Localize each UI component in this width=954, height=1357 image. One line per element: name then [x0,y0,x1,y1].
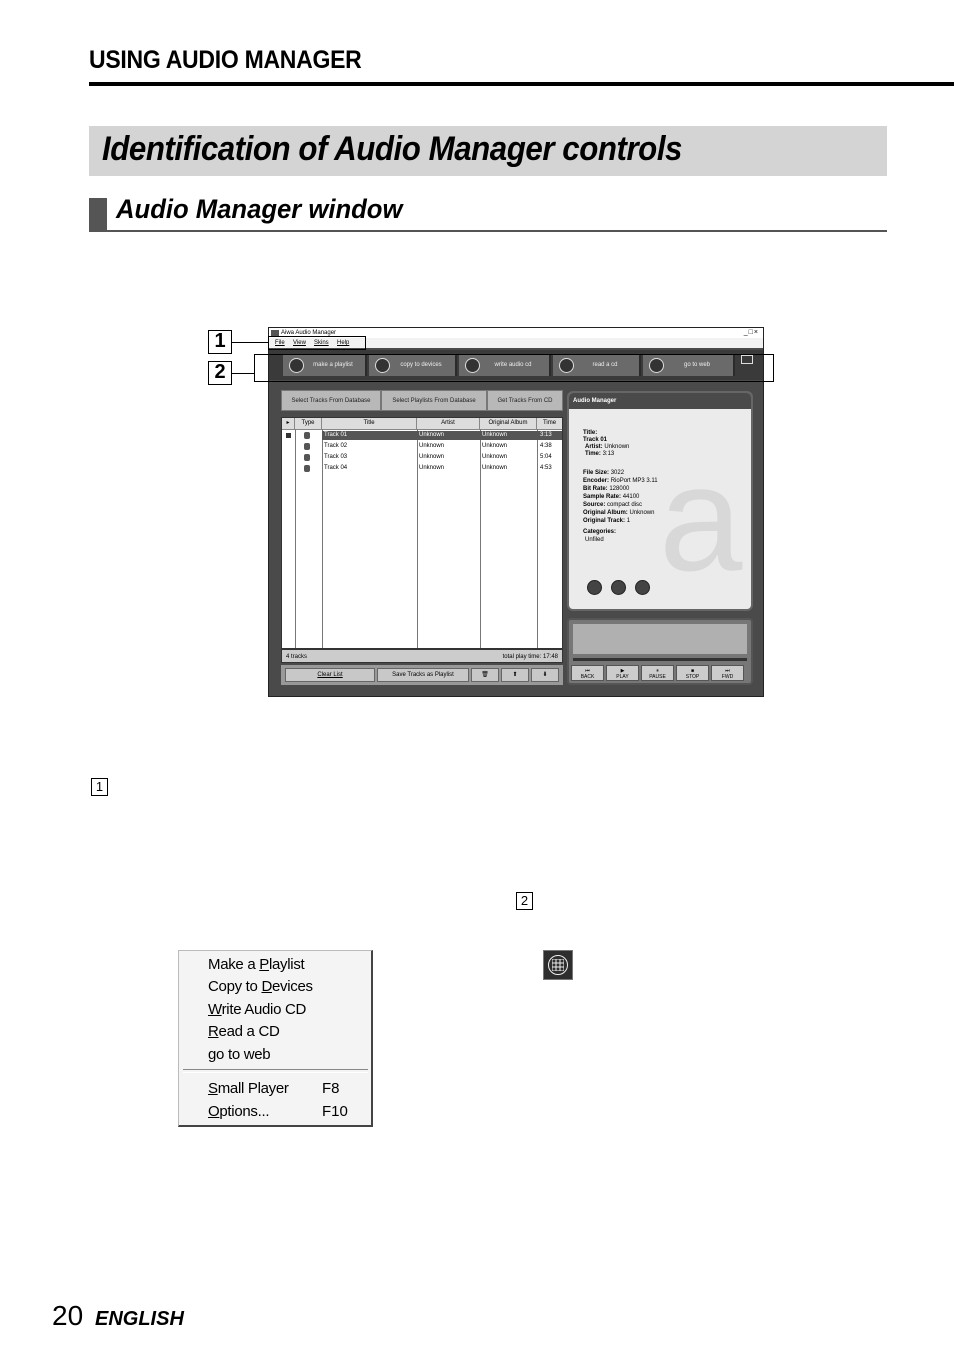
callout-leader [232,373,254,374]
track-count: 4 tracks [286,654,308,660]
player-display [573,624,747,654]
cell-title: Track 01 [324,432,348,438]
toolbar-read-cd[interactable]: read a cd [553,354,641,376]
tab-select-playlists[interactable]: Select Playlists From Database [381,390,487,411]
page-subtitle: Audio Manager window [116,194,403,224]
audio-manager-window [268,327,764,697]
callout-leader [232,342,268,343]
back-button[interactable]: ⏮ BACK [571,665,604,681]
list-controls [281,665,563,685]
cell-artist: Unknown [419,432,445,438]
menu-file[interactable]: File [275,340,285,346]
window-title: Aiwa Audio Manager [281,330,337,336]
col-artist[interactable]: Artist [417,418,480,429]
cell-album: Unknown [482,454,508,460]
cell-artist: Unknown [419,443,445,449]
document-icon[interactable] [611,580,626,595]
page-number: 20 [52,1300,84,1331]
total-play-time: total play time: 17:48 [502,654,558,660]
col-type[interactable]: Type [295,418,322,429]
subtitle-rule [107,230,887,232]
info-samplerate: Sample Rate: 44100 [583,494,640,500]
page-language: ENGLISH [95,1308,184,1330]
cell-album: Unknown [482,465,508,471]
cell-album: Unknown [482,443,508,449]
play-button[interactable]: ▶ PLAY [606,665,639,681]
menu-item-copy-devices[interactable]: Copy to Devices [208,978,313,995]
page-title: Identification of Audio Manager controls [102,130,682,168]
info-artist: Artist: Unknown [585,444,630,450]
tab-select-tracks[interactable]: Select Tracks From Database [281,390,381,411]
info-original-track: Original Track: 1 [583,518,631,524]
pause-button[interactable]: ⏸ PAUSE [641,665,674,681]
table-row[interactable] [282,441,562,452]
info-encoder: Encoder: RioPort MP3 3.11 [583,478,658,484]
window-controls[interactable]: _□× [743,329,759,336]
section-heading: USING AUDIO MANAGER [89,46,362,74]
subtitle-marker [89,198,107,232]
stop-button[interactable]: ■ STOP [676,665,709,681]
menu-view[interactable]: View [293,340,306,346]
toolbar-write-cd[interactable]: write audio cd [459,354,551,376]
clear-list-button[interactable]: Clear List [285,668,375,682]
watermark-graphic: a [659,434,743,602]
playlist-grid-glyph [552,959,564,971]
table-row[interactable] [282,430,562,441]
col-time[interactable]: Time [542,420,557,426]
menu-item-options[interactable]: Options... [208,1103,270,1120]
track-list-header [282,418,562,430]
cell-time: 3:13 [540,432,552,438]
audio-file-icon [304,443,310,450]
menu-item-go-web[interactable]: go to web [208,1046,271,1063]
info-panel-title: Audio Manager [569,393,751,409]
info-filesize: File Size: 3022 [583,470,625,476]
source-tabs [281,390,563,411]
toolbar-make-playlist[interactable]: make a playlist [283,354,367,376]
menu-skins[interactable]: Skins [314,340,329,346]
seek-bar[interactable] [573,658,747,661]
toolbar-outline [254,354,774,382]
cell-artist: Unknown [419,454,445,460]
col-title[interactable]: Title [322,418,417,429]
info-categories-value: Unfiled [585,537,604,543]
cell-time: 4:53 [540,465,552,471]
home-icon[interactable] [587,580,602,595]
trash-icon[interactable]: 🗑 [471,668,499,682]
audio-file-icon [304,432,310,439]
file-menu [178,950,373,1127]
callout-1: 1 [208,330,232,354]
cell-title: Track 02 [324,443,348,449]
cell-title: Track 04 [324,465,348,471]
save-playlist-button[interactable]: Save Tracks as Playlist [377,668,469,682]
menu-item-write-cd[interactable]: Write Audio CD [208,1001,307,1018]
shortcut-f10: F10 [322,1103,348,1120]
arrow-down-icon[interactable]: ⬇ [531,668,559,682]
playlist-icon [543,950,573,980]
shortcut-f8: F8 [322,1080,340,1097]
menu-item-read-cd[interactable]: Read a CD [208,1023,280,1040]
track-status-bar [281,649,563,663]
track-info-panel [567,391,753,611]
arrow-up-icon[interactable]: ⬆ [501,668,529,682]
info-categories-label: Categories: [583,529,617,535]
info-source: Source: compact disc [583,502,643,508]
section-rule [89,82,954,86]
cell-title: Track 03 [324,454,348,460]
cell-time: 4:38 [540,443,552,449]
info-bitrate: Bit Rate: 128000 [583,486,630,492]
table-row[interactable] [282,452,562,463]
info-original-album: Original Album: Unknown [583,510,655,516]
menu-help[interactable]: Help [337,340,350,346]
menu-item-small-player[interactable]: Small Player [208,1080,289,1097]
menu-item-make-playlist[interactable]: Make a Playlist [208,956,305,973]
callout-ref-2: 2 [516,892,533,910]
info-title-value: Track 01 [583,437,608,443]
audio-file-icon [304,465,310,472]
cell-time: 5:04 [540,454,552,460]
col-album[interactable]: Original Album [480,418,537,429]
toolbar-copy-devices[interactable]: copy to devices [369,354,457,376]
toolbar-go-web[interactable]: go to web [643,354,735,376]
menu-bar-outline [268,336,366,350]
tab-get-cd[interactable]: Get Tracks From CD [487,390,563,411]
menu-separator [183,1069,368,1073]
cell-album: Unknown [482,432,508,438]
table-row[interactable] [282,463,562,474]
player-panel [567,618,753,685]
callout-ref-1: 1 [91,778,108,796]
cell-artist: Unknown [419,465,445,471]
playing-marker [286,433,291,438]
callout-2: 2 [208,361,232,385]
track-list [281,417,563,649]
edit-icon[interactable] [635,580,650,595]
audio-file-icon [304,454,310,461]
info-time: Time: 3:13 [585,451,615,457]
play-column-icon: ▸ [282,418,295,429]
forward-button[interactable]: ⏭ FWD [711,665,744,681]
info-title-label: Title: [583,430,598,436]
